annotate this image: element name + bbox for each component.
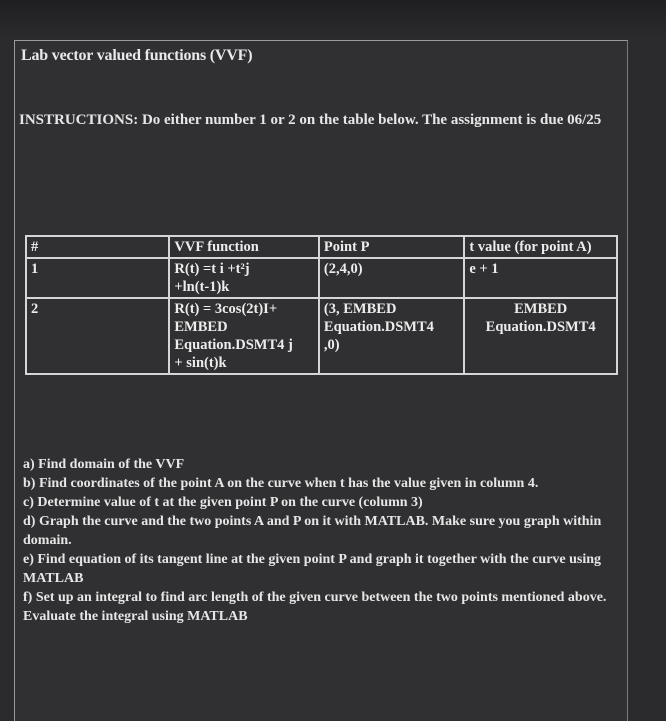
vvf-line: Equation.DSMT4 j	[174, 337, 293, 353]
task-list	[23, 455, 618, 626]
task-item-d: d) Graph the curve and the two points A and P on it with MATLAB. Make sure you graph within domain.	[23, 514, 602, 548]
point-p-cell	[319, 298, 464, 374]
header-number: #	[26, 236, 169, 258]
task-item-a: a) Find domain of the VVF	[23, 457, 185, 472]
vvf-line: EMBED	[174, 319, 228, 335]
assignment-table	[25, 235, 618, 375]
t-value-cell: e + 1	[464, 258, 617, 298]
task-item-b: b) Find coordinates of the point A on the curve when t has the value given in column 4.	[23, 476, 539, 491]
table-header-row	[26, 236, 617, 258]
vvf-line: R(t) =t i +t²j	[174, 261, 250, 277]
task-item-e: e) Find equation of its tangent line at the given point P and graph it together with the curve using MATLAB	[23, 552, 602, 586]
vvf-function-cell	[169, 298, 319, 374]
point-line: ,0)	[323, 337, 340, 353]
vvf-function-cell	[169, 258, 319, 298]
task-item-c: c) Determine value of t at the given point P on the curve (column 3)	[23, 495, 423, 510]
t-value-line: Equation.DSMT4	[485, 319, 596, 335]
vvf-line: R(t) = 3cos(2t)I+	[174, 301, 278, 317]
point-line: Equation.DSMT4	[323, 319, 434, 335]
row-number: 2	[26, 298, 169, 374]
vvf-line: + sin(t)k	[174, 355, 227, 371]
document-page	[14, 40, 628, 721]
document-title: Lab vector valued functions (VVF)	[21, 47, 253, 64]
row-number: 1	[26, 258, 169, 298]
point-p-cell: (2,4,0)	[319, 258, 464, 298]
background-top	[0, 0, 666, 36]
t-value-line: EMBED	[514, 301, 568, 317]
task-item-f: f) Set up an integral to find arc length of the given curve between the two points mentioned above. Evaluate the integral using MATLAB	[23, 590, 607, 624]
vvf-line: +ln(t-1)k	[174, 279, 230, 295]
instructions-text: INSTRUCTIONS: Do either number 1 or 2 on the table below. The assignment is due 06/25	[19, 112, 602, 128]
t-value-cell	[464, 298, 617, 374]
header-vvf-function: VVF function	[169, 236, 319, 258]
header-t-value: t value (for point A)	[464, 236, 617, 258]
point-line: (3, EMBED	[323, 301, 397, 317]
table-row	[26, 298, 617, 374]
table-row	[26, 258, 617, 298]
header-point-p: Point P	[319, 236, 464, 258]
